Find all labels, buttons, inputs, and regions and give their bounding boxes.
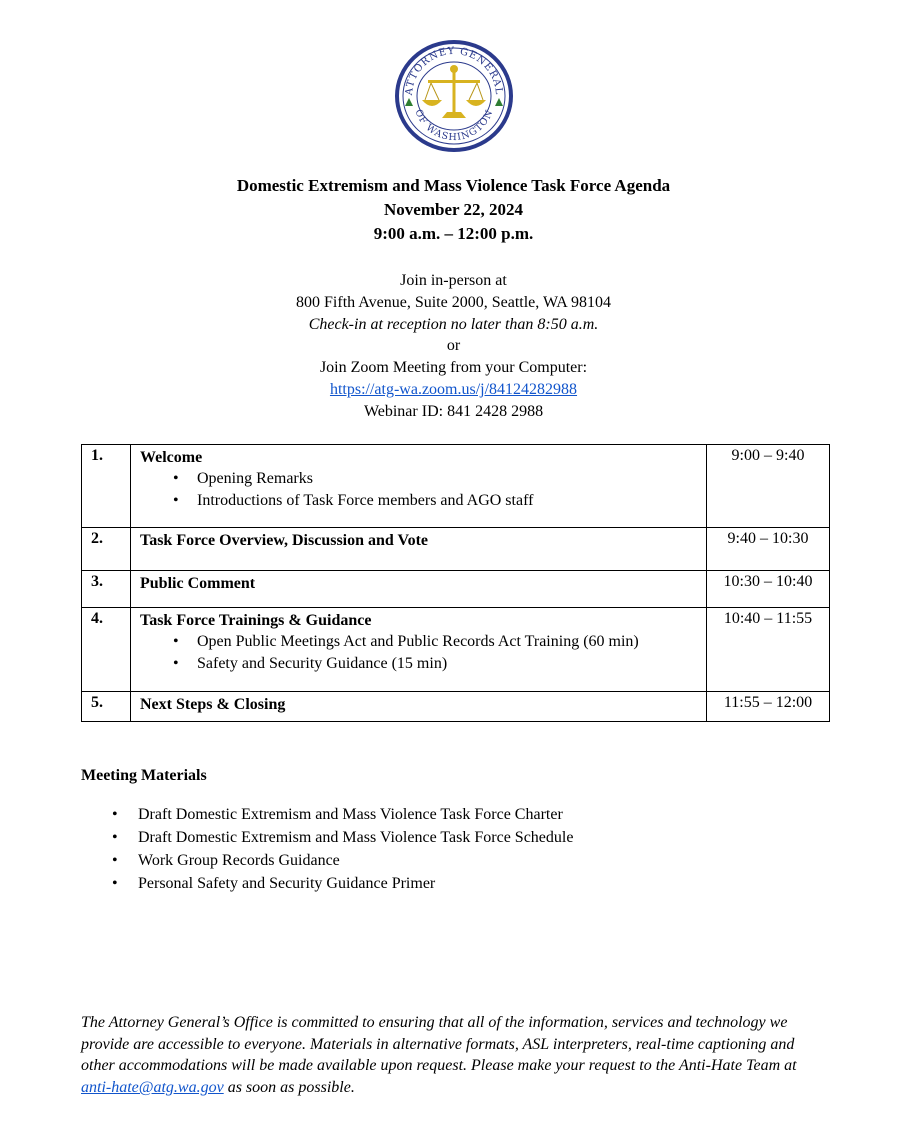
agenda-item <box>131 608 707 692</box>
agenda-item-number: 2. <box>82 528 131 571</box>
agenda-item-time: 11:55 – 12:00 <box>707 692 830 722</box>
agenda-item <box>131 528 707 571</box>
agenda-item-title: Public Comment <box>140 575 256 592</box>
agenda-table <box>81 444 830 722</box>
agenda-item-number: 3. <box>82 571 131 608</box>
agenda-row <box>82 528 830 571</box>
agenda-item-title: Welcome <box>140 449 203 466</box>
agenda-item-number: 4. <box>82 608 131 692</box>
agenda-subitem: • Open Public Meetings Act and Public Records Act Training (60 min) <box>197 631 706 653</box>
agenda-item-title: Task Force Overview, Discussion and Vote <box>140 532 429 549</box>
agenda-item-title: Task Force Trainings & Guidance <box>140 612 372 629</box>
agenda-item-time: 10:30 – 10:40 <box>707 571 830 608</box>
svg-text:OF WASHINGTON: OF WASHINGTON <box>412 107 496 144</box>
agenda-item-title: Next Steps & Closing <box>140 696 286 713</box>
agenda-subitem: • Opening Remarks <box>197 468 706 490</box>
zoom-link[interactable]: https://atg-wa.zoom.us/j/84124282988 <box>329 380 578 398</box>
agenda-item-time: 9:00 – 9:40 <box>707 445 830 528</box>
accessibility-text: The Attorney General’s Office is committed to ensuring that all of the information, services and technology we provide are accessible to everyone. Materials in alternative formats, ASL interpreters, real-time captioning and other accommodations will be made available upon request. Please make your request to the Anti-Hate Team at <box>81 1014 797 1075</box>
accessibility-text-end: as soon as possible. <box>223 1079 355 1097</box>
agenda-subitem: • Safety and Security Guidance (15 min) <box>197 653 706 675</box>
material-item: • Personal Safety and Security Guidance Primer <box>138 872 573 895</box>
agenda-date: November 22, 2024 <box>384 200 523 219</box>
meeting-address: 800 Fifth Avenue, Suite 2000, Seattle, WA 98104 <box>296 293 611 311</box>
agenda-row <box>82 571 830 608</box>
join-info <box>0 270 907 423</box>
attorney-general-seal-logo <box>395 40 513 152</box>
zoom-label: Join Zoom Meeting from your Computer: <box>319 359 588 377</box>
svg-text:ATTORNEY GENERAL: ATTORNEY GENERAL <box>403 45 505 96</box>
agenda-row <box>82 608 830 692</box>
agenda-subitem: • Introductions of Task Force members and AGO staff <box>197 490 706 512</box>
agenda-title: Domestic Extremism and Mass Violence Task Force Agenda <box>236 176 671 195</box>
agenda-time: 9:00 a.m. – 12:00 p.m. <box>373 224 534 243</box>
anti-hate-email-link[interactable]: anti-hate@atg.wa.gov <box>81 1079 224 1097</box>
agenda-row <box>82 445 830 528</box>
material-item: • Work Group Records Guidance <box>138 849 573 872</box>
accessibility-notice <box>81 1012 826 1099</box>
checkin-note: Check-in at reception no later than 8:50 a.m. <box>308 315 599 333</box>
agenda-item <box>131 445 707 528</box>
agenda-row <box>82 692 830 722</box>
join-in-person-label: Join in-person at <box>400 272 507 289</box>
materials-heading: Meeting Materials <box>81 767 207 784</box>
agenda-header <box>0 174 907 246</box>
material-item: • Draft Domestic Extremism and Mass Violence Task Force Charter <box>138 803 573 826</box>
agenda-subitems <box>140 631 706 675</box>
webinar-id: Webinar ID: 841 2428 2988 <box>363 402 544 420</box>
agenda-item-number: 1. <box>82 445 131 528</box>
agenda-item <box>131 692 707 722</box>
or-separator: or <box>446 337 461 355</box>
agenda-item-number: 5. <box>82 692 131 722</box>
agenda-subitems <box>140 468 706 512</box>
materials-list <box>81 803 573 895</box>
agenda-item-time: 9:40 – 10:30 <box>707 528 830 571</box>
agenda-item-time: 10:40 – 11:55 <box>707 608 830 692</box>
agenda-item <box>131 571 707 608</box>
material-item: • Draft Domestic Extremism and Mass Violence Task Force Schedule <box>138 826 573 849</box>
